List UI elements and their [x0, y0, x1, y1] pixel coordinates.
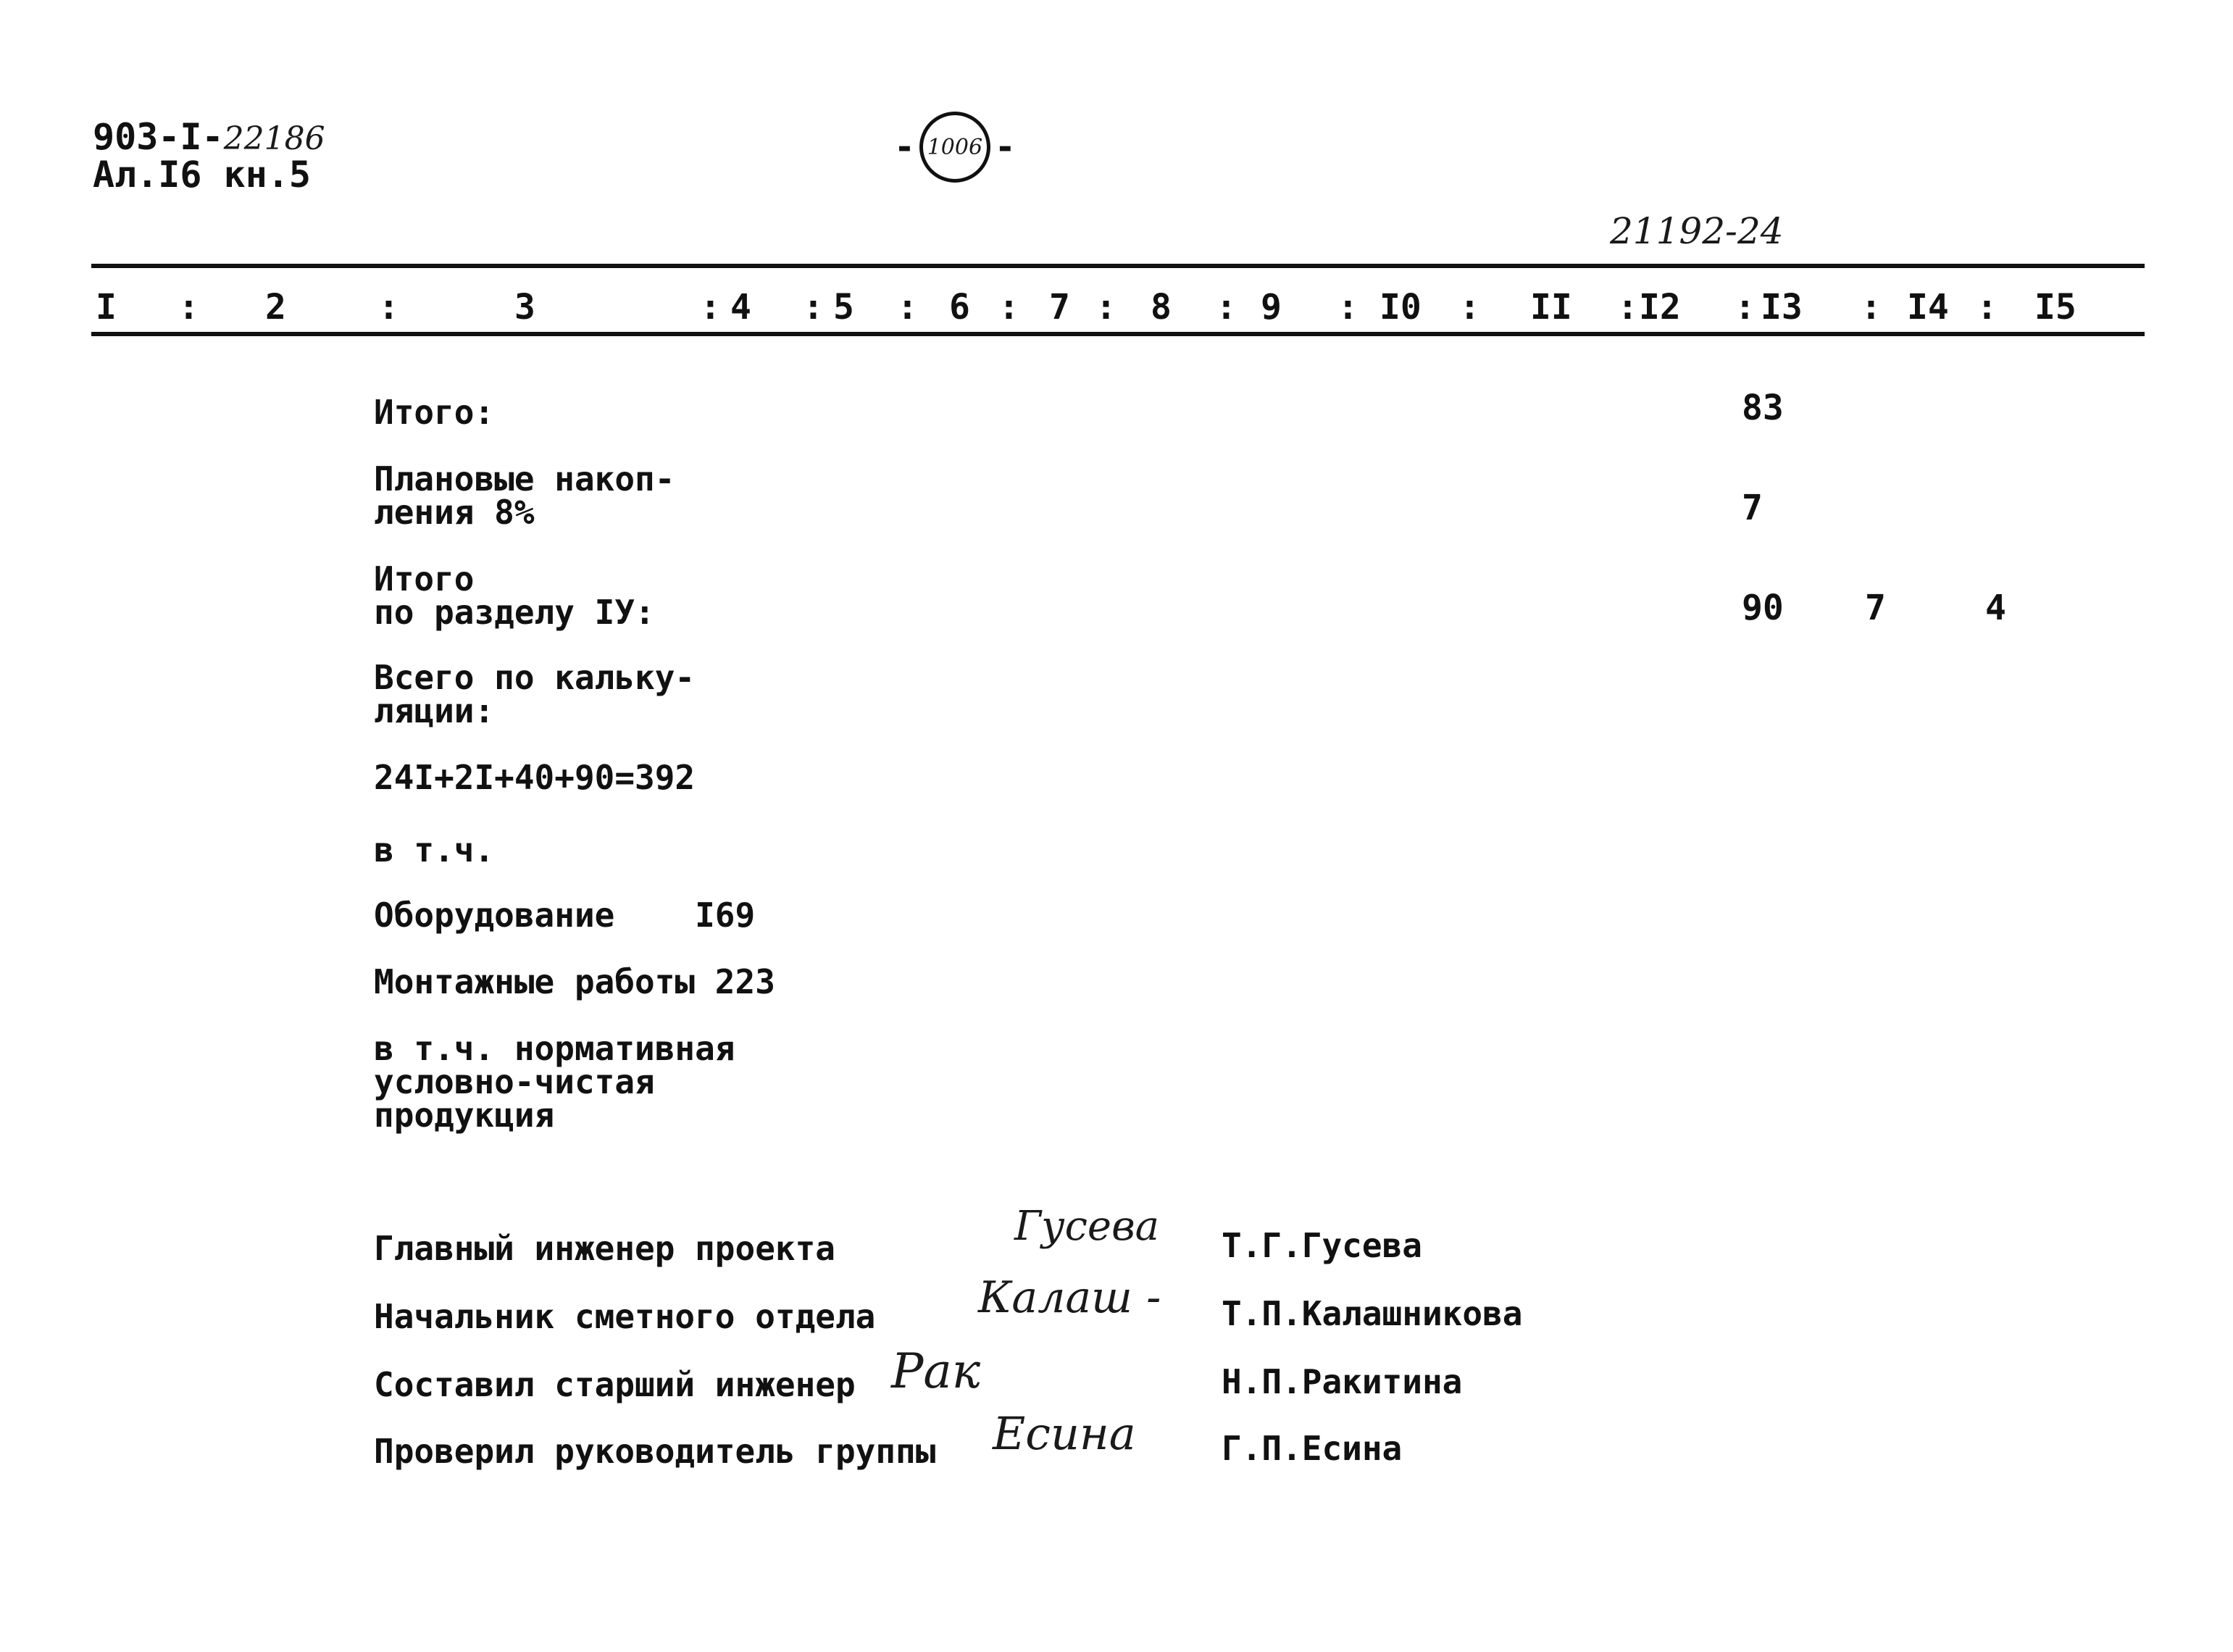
- signatory-name: Н.П.Ракитина: [1222, 1362, 1463, 1401]
- handwritten-signature: Калаш -: [978, 1272, 1161, 1323]
- col-header-15: I5: [2034, 287, 2077, 328]
- row-label-total: Итого:: [374, 393, 495, 432]
- col-separator: :: [178, 287, 199, 328]
- col-header-4: 4: [730, 287, 751, 328]
- signature-role: Проверил руководитель группы: [374, 1432, 936, 1471]
- col-header-10: I0: [1380, 287, 1422, 328]
- col-header-13: I3: [1761, 287, 1803, 328]
- col-header-14: I4: [1907, 287, 1949, 328]
- col-separator: :: [378, 287, 399, 328]
- sheet-number: 21192-24: [1610, 210, 1784, 252]
- document-code-printed: 903-I-: [93, 116, 224, 158]
- table-top-rule: [91, 264, 2145, 268]
- label-line: по разделу IУ:: [374, 593, 655, 632]
- signatory-name: Т.П.Калашникова: [1222, 1294, 1523, 1333]
- label-line: Плановые накоп-: [374, 459, 675, 498]
- page-number-stamp: 1006: [919, 112, 990, 183]
- signatory-name: Т.Г.Гусева: [1222, 1226, 1422, 1265]
- row-label-planned-accumulations: [374, 459, 675, 532]
- row-section-col14: 7: [1865, 588, 1886, 628]
- col-separator: :: [897, 287, 918, 328]
- stamp-dash-right: -: [994, 127, 1016, 167]
- col-header-1: I: [96, 287, 117, 328]
- label-line: ления 8%: [374, 493, 535, 532]
- label-line: в т.ч. нормативная: [374, 1029, 735, 1068]
- col-header-2: 2: [265, 287, 286, 328]
- document-code-handwritten: 22186: [223, 120, 325, 157]
- label-line: условно-чистая: [374, 1062, 655, 1101]
- col-separator: :: [1095, 287, 1116, 328]
- stamp-dash-left: -: [894, 127, 915, 167]
- col-separator: :: [1861, 287, 1882, 328]
- col-header-3: 3: [514, 287, 535, 328]
- col-header-12: I2: [1639, 287, 1681, 328]
- page-stamp-group: [894, 112, 1016, 183]
- label-line: Итого: [374, 559, 475, 598]
- col-header-9: 9: [1261, 287, 1282, 328]
- label-line: продукция: [374, 1096, 555, 1135]
- album-line: Ал.I6 кн.5: [93, 154, 312, 196]
- signature-role: Начальник сметного отдела: [374, 1297, 876, 1336]
- signature-role: Главный инженер проекта: [374, 1229, 835, 1268]
- col-separator: :: [1977, 287, 1998, 328]
- handwritten-signature: Есина: [993, 1407, 1136, 1460]
- col-header-7: 7: [1049, 287, 1070, 328]
- row-label-section-total: [374, 559, 655, 632]
- col-separator: :: [998, 287, 1019, 328]
- col-header-8: 8: [1151, 287, 1172, 328]
- col-separator: :: [1337, 287, 1358, 328]
- label-line: Всего по кальку-: [374, 658, 696, 697]
- col-separator: :: [803, 287, 824, 328]
- signature-role: Составил старший инженер: [374, 1365, 856, 1404]
- label-line: ляции:: [374, 691, 495, 730]
- col-separator: :: [700, 287, 721, 328]
- document-code: [93, 117, 325, 159]
- handwritten-signature: Рак: [891, 1343, 981, 1399]
- col-header-6: 6: [949, 287, 970, 328]
- table-header-bottom-rule: [91, 332, 2145, 336]
- handwritten-signature: Гусева: [1014, 1203, 1160, 1250]
- row-section-col13: 90: [1742, 588, 1784, 628]
- row-label-calculation-total: [374, 658, 696, 730]
- row-label-normative-net-production: [374, 1029, 735, 1135]
- col-separator: :: [1459, 287, 1480, 328]
- row-label-including: в т.ч.: [374, 830, 495, 869]
- row-planned-col13: 7: [1742, 488, 1763, 528]
- col-separator: :: [1216, 287, 1237, 328]
- col-separator: :: [1735, 287, 1756, 328]
- col-header-5: 5: [833, 287, 854, 328]
- row-section-col15: 4: [1985, 588, 2006, 628]
- col-header-11: II: [1530, 287, 1572, 328]
- signatory-name: Г.П.Есина: [1222, 1429, 1403, 1468]
- col-separator: :: [1617, 287, 1638, 328]
- row-label-equipment: Оборудование I69: [374, 896, 756, 935]
- row-label-sum-formula: 24I+2I+40+90=392: [374, 758, 696, 797]
- row-total-col13: 83: [1742, 388, 1784, 428]
- row-label-installation-works: Монтажные работы 223: [374, 962, 775, 1001]
